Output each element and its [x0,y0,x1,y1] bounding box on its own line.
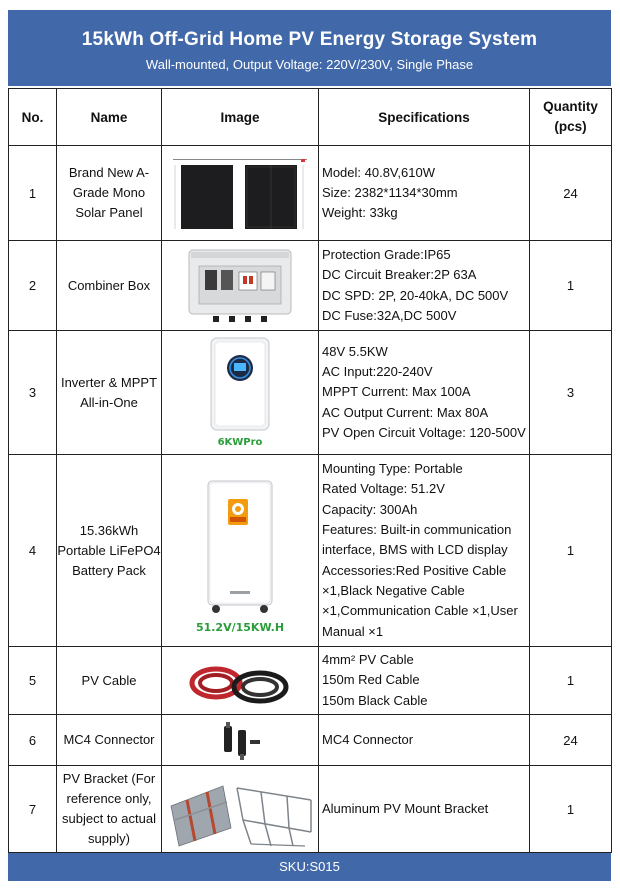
product-quantity: 1 [530,241,612,331]
product-specifications [319,241,530,331]
spec-line: 150m Black Cable [322,692,428,708]
product-specifications [319,331,530,455]
product-name: Combiner Box [57,241,162,331]
table-row [9,331,612,455]
spec-line: Accessories:Red Positive Cable ×1,Black Negative Cable ×1,Communication Cable ×1,User Manual ×1 [322,562,518,639]
product-specifications [319,715,530,766]
column-header-image: Image [162,89,319,146]
product-image-cell [162,715,319,766]
spec-line: Weight: 33kg [322,205,398,221]
table-header-row [9,89,612,146]
product-name: MC4 Connector [57,715,162,766]
spec-table [8,88,612,853]
product-name: Inverter & MPPT All-in-One [57,331,162,455]
row-number: 3 [9,331,57,455]
pv-cable-icon [180,651,300,711]
product-name: PV Bracket (For reference only, subject to actual supply) [57,766,162,853]
spec-line: Model: 40.8V,610W [322,164,435,180]
spec-line: 150m Red Cable [322,672,420,688]
product-specifications [319,766,530,853]
table-row [9,241,612,331]
inverter-icon [185,334,295,452]
column-header-no: No. [9,89,57,146]
spec-line: Capacity: 300Ah [322,501,418,517]
page-subtitle: Wall-mounted, Output Voltage: 220V/230V, Single Phase [145,57,474,72]
spec-line: DC SPD: 2P, 20-40kA, DC 500V [322,287,509,303]
solar-panel-icon [165,153,315,233]
row-number: 5 [9,647,57,715]
row-number: 7 [9,766,57,853]
table-row [9,146,612,241]
product-name: PV Cable [57,647,162,715]
spec-line: Protection Grade:IP65 [322,246,451,262]
product-image-cell [162,455,319,647]
combiner-box-icon [185,246,295,326]
spec-line: AC Output Current: Max 80A [322,404,489,420]
spec-line: Rated Voltage: 51.2V [322,481,445,497]
column-header-quantity [530,89,612,146]
quantity-header-label: Quantity (pcs) [543,99,598,134]
table-row [9,715,612,766]
table-row [9,455,612,647]
row-number: 1 [9,146,57,241]
product-image-cell [162,146,319,241]
table-row [9,647,612,715]
battery-model-label: 51.2V/15KW.H [195,620,285,634]
spec-line: DC Circuit Breaker:2P 63A [322,267,477,283]
spec-line: Aluminum PV Mount Bracket [322,800,489,816]
product-specifications [319,647,530,715]
product-specifications [319,455,530,647]
product-image-cell [162,331,319,455]
spec-line: 48V 5.5KW [322,343,388,359]
product-name: 15.36kWh Portable LiFePO4 Battery Pack [57,455,162,647]
product-quantity: 24 [530,146,612,241]
product-quantity: 24 [530,715,612,766]
spec-line: DC Fuse:32A,DC 500V [322,307,457,323]
pv-bracket-icon [165,770,315,848]
inverter-model-label: 6KWPro [217,436,263,448]
spec-line: Features: Built-in communication interface, BMS with LCD display [322,522,512,558]
spec-line: MC4 Connector [322,731,414,747]
table-row [9,766,612,853]
column-header-specifications: Specifications [319,89,530,146]
sku-footer: SKU:S015 [8,853,611,881]
battery-pack-icon [170,461,310,641]
product-quantity: 1 [530,766,612,853]
product-specifications [319,146,530,241]
spec-line: Mounting Type: Portable [322,461,463,477]
spec-line: 4mm² PV Cable [322,652,414,668]
product-quantity: 3 [530,331,612,455]
row-number: 6 [9,715,57,766]
row-number: 2 [9,241,57,331]
page-title: 15kWh Off-Grid Home PV Energy Storage System [81,29,538,50]
spec-line: Size: 2382*1134*30mm [322,184,458,200]
column-header-name: Name [57,89,162,146]
spec-line: MPPT Current: Max 100A [322,384,471,400]
spec-line: AC Input:220-240V [322,364,433,380]
product-quantity: 1 [530,455,612,647]
spec-line: PV Open Circuit Voltage: 120-500V [322,424,526,440]
product-image-cell [162,647,319,715]
mc4-connector-icon [210,718,270,762]
product-image-cell [162,766,319,853]
product-name: Brand New A-Grade Mono Solar Panel [57,146,162,241]
row-number: 4 [9,455,57,647]
product-image-cell [162,241,319,331]
page-header [8,10,611,86]
product-quantity: 1 [530,647,612,715]
